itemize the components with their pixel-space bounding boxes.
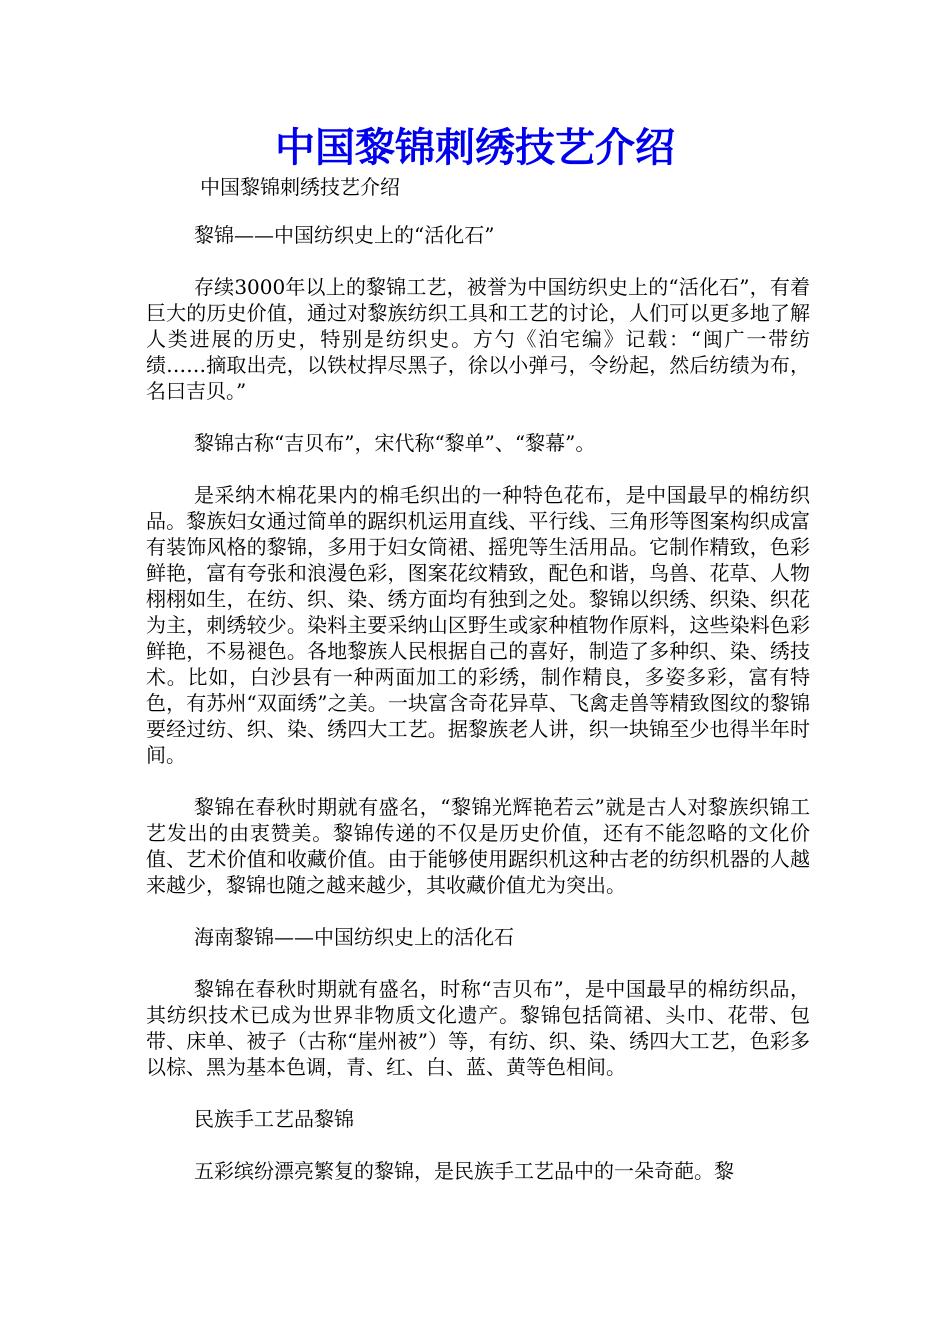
document-body <box>146 222 810 1210</box>
paragraph: 五彩缤纷漂亮繁复的黎锦，是民族手工艺品中的一朵奇葩。黎 <box>194 1159 734 1183</box>
document-title: 中国黎锦刺绣技艺介绍 <box>275 125 675 171</box>
section-heading: 海南黎锦——中国纺织史上的活化石 <box>194 925 514 949</box>
paragraph: 存续3000年以上的黎锦工艺，被誉为中国纺织史上的“活化石”，有着巨大的历史价值，通过对黎族纺织工具和工艺的讨论，人们可以更多地了解人类进展的历史，特别是纺织史。方勺《泊宅编》记载：“闽广一带纺绩……摘取出壳，以铁杖捍尽黑子，徐以小弹弓，令纷起，然后纺绩为布，名曰吉贝。” <box>146 275 810 403</box>
paragraph: 是采纳木棉花果内的棉毛织出的一种特色花布，是中国最早的棉纺织品。黎族妇女通过简单的踞织机运用直线、平行线、三角形等图案构织成富有装饰风格的黎锦，多用于妇女筒裙、摇兜等生活用品。它制作精致，色彩鲜艳，富有夸张和浪漫色彩，图案花纹精致，配色和谐，鸟兽、花草、人物栩栩如生，在纺、织、染、绣方面均有独到之处。黎锦以织绣、织染、织花为主，刺绣较少。染料主要采纳山区野生或家种植物作原料，这些染料色彩鲜艳，不易褪色。各地黎族人民根据自己的喜好，制造了多种织、染、绣技术。比如，白沙县有一种两面加工的彩绣，制作精良，多姿多彩，富有特色，有苏州“双面绣”之美。一块富含奇花异草、飞禽走兽等精致图纹的黎锦要经过纺、织、染、绣四大工艺。据黎族老人讲，织一块锦至少也得半年时间。 <box>146 483 810 767</box>
section-heading: 黎锦——中国纺织史上的“活化石” <box>194 223 495 247</box>
paragraph: 黎锦在春秋时期就有盛名，时称“吉贝布”，是中国最早的棉纺织品，其纺织技术已成为世界非物质文化遗产。黎锦包括筒裙、头巾、花带、包带、床单、被子（古称“崖州被”）等，有纺、织、染、绣四大工艺，色彩多以棕、黑为基本色调，青、红、白、蓝、黄等色相间。 <box>146 977 810 1079</box>
document-subtitle: 中国黎锦刺绣技艺介绍 <box>200 175 400 199</box>
paragraph: 黎锦古称“吉贝布”，宋代称“黎单”、“黎幕”。 <box>194 431 596 455</box>
paragraph: 黎锦在春秋时期就有盛名，“黎锦光辉艳若云”就是古人对黎族织锦工艺发出的由衷赞美。黎锦传递的不仅是历史价值，还有不能忽略的文化价值、艺术价值和收藏价值。由于能够使用踞织机这种古老的纺织机器的人越来越少，黎锦也随之越来越少，其收藏价值尤为突出。 <box>146 795 810 897</box>
section-heading: 民族手工艺品黎锦 <box>194 1107 354 1131</box>
